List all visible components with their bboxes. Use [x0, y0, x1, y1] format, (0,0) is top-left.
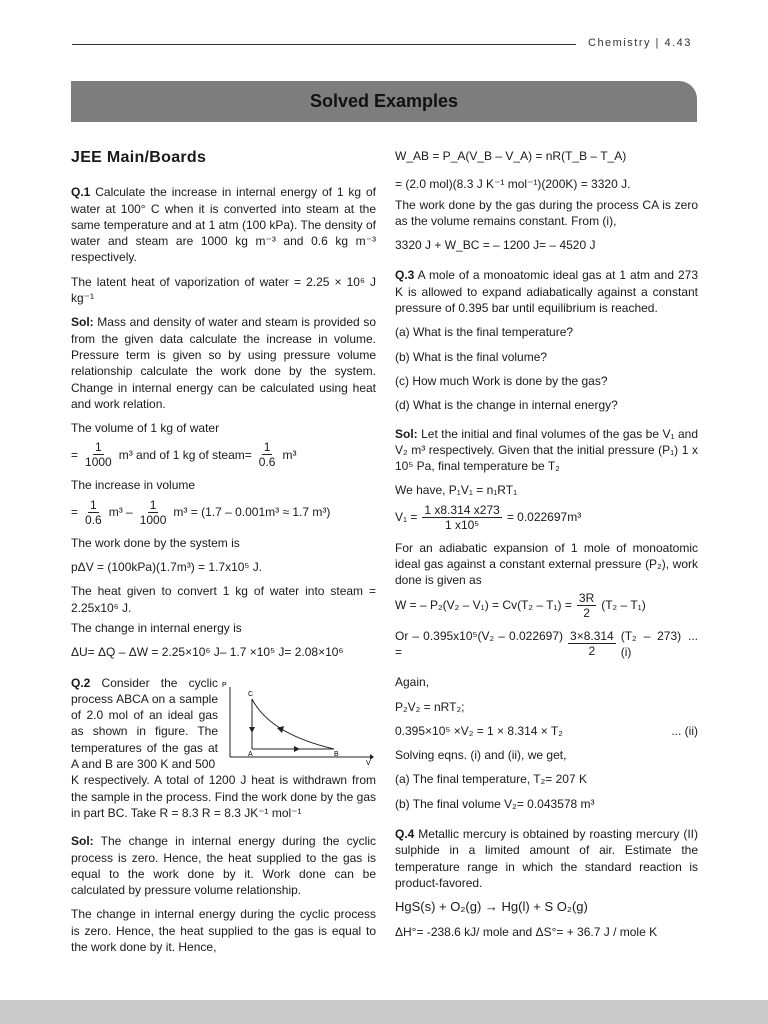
question-3-a: (a) What is the final temperature?: [395, 325, 574, 340]
question-2-text-a: Consider the cyclic process ABCA on a sample of 2.0 mol of an ideal gas as shown in figure. The temperatures of the gas at A and B are 300 K and 500: [71, 675, 218, 772]
equation-text: m³ and of 1 kg of steam=: [118, 447, 252, 462]
pv-diagram: [222, 679, 374, 765]
equation-text: Or – 0.395x10⁵(V₂ – 0.022697) =: [395, 628, 564, 659]
numerator: 1: [90, 497, 97, 512]
wab-calculation: = (2.0 mol)(8.3 J K⁻¹ mol⁻¹)(200K) = 3320 J.: [395, 177, 631, 192]
volume-intro: The volume of 1 kg of water: [71, 421, 220, 436]
wbc-equation: 3320 J + W_BC = – 1200 J= – 4520 J: [395, 238, 596, 253]
equation-text: V₁ =: [395, 510, 418, 525]
heat-text: The heat given to convert 1 kg of water into steam = 2.25x10⁶ J.: [71, 584, 376, 615]
answer-a: (a) The final temperature, T₂= 207 K: [395, 772, 587, 787]
increase-equation: [71, 498, 376, 527]
section-banner: [71, 81, 697, 122]
work-equation: pΔV = (100kPa)(1.7m³) = 1.7x10⁵ J.: [71, 560, 263, 575]
equation-text: 0.395×10⁵ ×V₂ = 1 × 8.314 × T₂: [395, 723, 563, 738]
adiabatic-text: For an adiabatic expansion of 1 mole of monoatomic ideal gas against a constant external pressure (P₂), work done is given as: [395, 540, 698, 588]
question-4-text: Metallic mercury is obtained by roasting mercury (II) sulphide in a limited amount of air. Estimate the temperature range in which the standard reaction is product-favored.: [395, 827, 698, 890]
question-3: [395, 267, 698, 316]
solution-2: [71, 833, 376, 898]
section-title: JEE Main/Boards: [71, 149, 207, 166]
question-2: [71, 675, 376, 773]
equals-sign: =: [71, 447, 79, 462]
thermo-values: ΔH°= -238.6 kJ/ mole and ΔS°= + 36.7 J / mole K: [395, 924, 658, 939]
latent-heat-text: The latent heat of vaporization of water = 2.25 × 10⁶ J kg⁻¹: [71, 274, 376, 306]
denominator: 2: [583, 605, 590, 620]
numerator: 1 x8.314 x273: [424, 502, 500, 517]
ca-text: The work done by the gas during the process CA is zero as the volume remains constant. From (i),: [395, 197, 698, 228]
solving-text: Solving eqns. (i) and (ii), we get,: [395, 748, 567, 763]
solution-2-text: The change in internal energy during the cyclic process is zero. Hence, the heat supplied to the gas is equal to the work done by it. Work done can be calculated by pressure volume relationship.: [71, 834, 376, 898]
change-intro: The change in internal energy is: [71, 620, 242, 635]
equation-text: = 0.022697m³: [506, 510, 582, 525]
denominator: 2: [588, 644, 596, 659]
fraction: [83, 440, 114, 469]
solution-1-label: Sol:: [71, 315, 94, 330]
numerator: 3R: [578, 590, 595, 605]
numerator: 1: [149, 497, 157, 512]
reaction-equation: HgS(s) + O₂(g) → Hg(l) + S O₂(g): [395, 899, 588, 915]
solution-1: [71, 314, 376, 412]
change-equation: ΔU= ΔQ – ΔW = 2.25×10⁶ J– 1.7 ×10⁵ J= 2.08×10⁶: [71, 645, 344, 660]
numerator: 1: [95, 440, 102, 455]
point-a-label: A: [248, 750, 253, 758]
fraction: [422, 503, 501, 532]
header-rule: [72, 44, 576, 45]
fraction: [568, 629, 616, 658]
question-3-c: (c) How much Work is done by the gas?: [395, 373, 608, 388]
volume-equation: [71, 440, 376, 469]
question-4-label: Q.4: [395, 827, 415, 842]
equation-ii: [395, 723, 698, 739]
solution-1-text: Mass and density of water and steam is provided so from the given data calculate the increase in volume. Pressure term is given so by using pressure volume relationship calculate the work done by the system. Change in internal energy can be calculated using heat and work relation.: [71, 315, 376, 411]
left-column: [71, 148, 376, 963]
v1-equation: [395, 503, 698, 532]
work-intro: The work done by the system is: [71, 535, 240, 550]
solution-2-text-2: The change in internal energy during the cyclic process is zero. Hence, the heat supplied to the gas is equal to the work done by it. Hence,: [71, 907, 376, 954]
solution-3: [395, 426, 698, 475]
equation-text: m³: [282, 447, 297, 462]
v-axis-label: V: [366, 759, 371, 765]
question-2-label: Q.2: [71, 675, 91, 690]
right-column: [395, 148, 698, 948]
point-b-label: B: [334, 750, 339, 758]
denominator: 1000: [139, 512, 167, 527]
question-3-text: A mole of a monoatomic ideal gas at 1 atm and 273 K is allowed to expand adiabatically against a constant pressure of 0.395 bar until equilibrium is reached.: [395, 268, 698, 316]
equation-text: m³ = (1.7 – 0.001m³ ≈ 1.7 m³): [173, 505, 331, 520]
question-1-text: Calculate the increase in internal energy of 1 kg of water at 100° C when it is converted into steam at the same temperature and at 1 atm (100 kPa). The density of water and steam are 1000 kg m⁻³ and 0.6 kg m⁻³ respectively.: [71, 185, 376, 265]
p-axis-label: P: [222, 681, 227, 689]
question-1: [71, 184, 376, 265]
fraction: [257, 440, 278, 469]
question-3-b: (b) What is the final volume?: [395, 349, 548, 364]
equation-text: m³ –: [108, 505, 133, 520]
fraction: [577, 591, 596, 620]
equals-sign: =: [71, 505, 79, 520]
equation-text: W = – P₂(V₂ – V₁) = Cv(T₂ – T₁) =: [395, 597, 572, 612]
denominator: 0.6: [258, 455, 276, 470]
question-1-label: Q.1: [71, 185, 91, 200]
increase-intro: The increase in volume: [71, 478, 196, 493]
banner-title: Solved Examples: [309, 91, 459, 111]
wab-equation: W_AB = P_A(V_B – V_A) = nR(T_B – T_A): [395, 149, 627, 163]
denominator: 1 x10⁵: [444, 517, 480, 532]
question-3-d: (d) What is the change in internal energy?: [395, 398, 618, 413]
footer-bar: [0, 1000, 768, 1024]
we-have-equation: We have, P₁V₁ = n₁RT₁: [395, 483, 518, 498]
solution-3-text: Let the initial and final volumes of the gas be V₁ and V₂ m³ respectively. Given that the initial pressure (P₁) 1 x 10⁵ Pa, final temperature be T₂: [395, 426, 698, 474]
denominator: 0.6: [85, 512, 102, 527]
fraction: [83, 498, 104, 527]
fraction: [138, 498, 169, 527]
question-2-intro: [71, 675, 218, 773]
denominator: 1000: [85, 455, 112, 470]
question-4: [395, 826, 698, 891]
equation-text: (T₂ – T₁): [601, 597, 646, 612]
numerator: 1: [263, 440, 271, 455]
question-3-label: Q.3: [395, 268, 415, 283]
p2v2-equation: P₂V₂ = nRT₂;: [395, 699, 465, 714]
solution-2-label: Sol:: [71, 834, 94, 849]
numerator: 3×8.314: [570, 629, 614, 644]
point-c-label: C: [248, 690, 254, 698]
equation-text: (T₂ – 273) ... (i): [620, 628, 698, 659]
running-head: Chemistry | 4.43: [588, 37, 692, 49]
answer-b: (b) The final volume V₂= 0.043578 m³: [395, 796, 595, 811]
work-done-equation: [395, 591, 698, 620]
question-2-text-b: K respectively. A total of 1200 J heat is withdrawn from the sample in the process. Find the work done by the gas in part BC. Take R = 8.3 R = 8.3 JK⁻¹ mol⁻¹: [71, 773, 376, 820]
solution-3-label: Sol:: [395, 426, 418, 441]
or-equation: [395, 628, 698, 661]
equation-tag: ... (ii): [671, 723, 698, 738]
again-text: Again,: [395, 675, 430, 690]
